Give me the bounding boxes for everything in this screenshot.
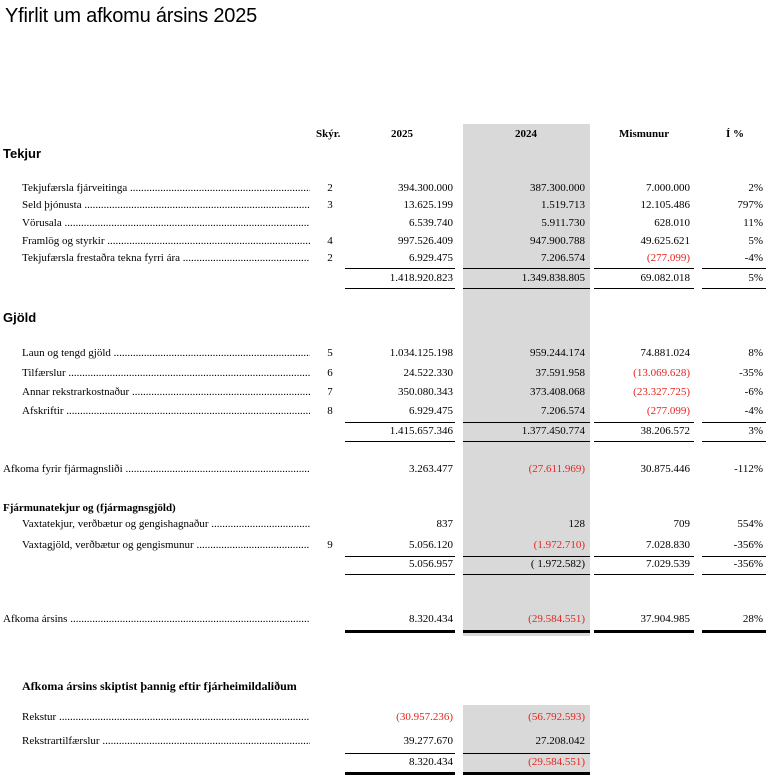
- total-rule: [594, 422, 694, 423]
- value-2024: 5.911.730: [541, 217, 585, 229]
- value-2024: (56.792.593): [528, 711, 585, 723]
- table-row: [0, 518, 772, 534]
- row-label: Laun og tengd gjöld .....: [22, 347, 310, 359]
- header-2024: 2024: [515, 128, 537, 140]
- total-difference: 7.029.539: [646, 558, 690, 570]
- table-row: [0, 386, 772, 402]
- total-rule: [702, 441, 766, 442]
- value-2024: 373.408.068: [530, 386, 585, 398]
- total-2024: ( 1.972.582): [530, 558, 585, 570]
- value-difference: 49.625.621: [640, 235, 690, 247]
- total-rule: [463, 268, 590, 269]
- total-rule: [594, 556, 694, 557]
- total-row: [0, 558, 772, 574]
- value-2025: 394.300.000: [398, 182, 453, 194]
- value-2024: 7.206.574: [541, 405, 585, 417]
- total-rule: [345, 753, 455, 754]
- grand-total-rule: [345, 772, 455, 775]
- value-difference: 7.000.000: [646, 182, 690, 194]
- total-rule: [702, 288, 766, 289]
- row-label: Afkoma fyrir fjármagnsliði .....: [3, 463, 310, 475]
- total-2025: 5.056.957: [409, 558, 453, 570]
- total-2025: 8.320.434: [409, 756, 453, 768]
- total-rule: [463, 574, 590, 575]
- value-percent: -4%: [744, 405, 763, 417]
- total-2025: 1.418.920.823: [389, 272, 453, 284]
- total-row: [0, 425, 772, 441]
- row-label: Vaxtagjöld, verðbætur og gengismunur .....: [22, 539, 310, 551]
- row-label: Afkoma ársins .....: [3, 613, 310, 625]
- value-percent: 11%: [743, 217, 763, 229]
- row-label: Rekstur .....: [22, 711, 310, 723]
- table-row: [0, 367, 772, 383]
- row-note: 3: [327, 199, 333, 211]
- finance-heading: Fjármunatekjur og (fjármagnsgjöld): [3, 502, 176, 514]
- value-percent: 2%: [748, 182, 763, 194]
- value-2024: (27.611.969): [528, 463, 585, 475]
- total-rule: [702, 268, 766, 269]
- value-2025: 6.539.740: [409, 217, 453, 229]
- table-row: [0, 252, 772, 268]
- value-difference: 709: [673, 518, 690, 530]
- total-rule: [345, 268, 455, 269]
- value-2025: 8.320.434: [409, 613, 453, 625]
- row-label: Afskriftir .....: [22, 405, 310, 417]
- total-rule: [702, 556, 766, 557]
- row-label: Tekjufærsla fjárveitinga .....: [22, 182, 310, 194]
- income-heading: Tekjur: [3, 146, 42, 161]
- value-2024: 27.208.042: [535, 735, 585, 747]
- value-difference: (277.099): [646, 252, 690, 264]
- value-2024: 387.300.000: [530, 182, 585, 194]
- total-row: [0, 756, 772, 772]
- total-rule: [345, 288, 455, 289]
- value-2024: 1.519.713: [541, 199, 585, 211]
- value-2025: 997.526.409: [398, 235, 453, 247]
- total-rule: [463, 288, 590, 289]
- grand-total-rule: [594, 630, 694, 633]
- row-note: 5: [327, 347, 333, 359]
- value-difference: 12.105.486: [640, 199, 690, 211]
- total-percent: 3%: [748, 425, 763, 437]
- table-row: [0, 735, 772, 751]
- value-percent: 8%: [748, 347, 763, 359]
- value-2025: 6.929.475: [409, 405, 453, 417]
- total-2024: 1.349.838.805: [521, 272, 585, 284]
- row-note: 2: [327, 252, 333, 264]
- value-2025: 837: [436, 518, 453, 530]
- value-percent: 797%: [737, 199, 763, 211]
- grand-total-rule: [345, 630, 455, 633]
- row-label: Tekjufærsla frestaðra tekna fyrri ára .....: [22, 252, 310, 264]
- value-difference: (23.327.725): [633, 386, 690, 398]
- total-difference: 69.082.018: [640, 272, 690, 284]
- row-label: Vörusala .....: [22, 217, 310, 229]
- total-rule: [594, 268, 694, 269]
- value-difference: 7.028.830: [646, 539, 690, 551]
- value-percent: -35%: [739, 367, 763, 379]
- total-rule: [345, 574, 455, 575]
- value-difference: 30.875.446: [640, 463, 690, 475]
- table-row: [0, 217, 772, 233]
- total-rule: [345, 556, 455, 557]
- total-rule: [594, 288, 694, 289]
- row-label: Seld þjónusta .....: [22, 199, 310, 211]
- row-note: 6: [327, 367, 333, 379]
- value-2025: 5.056.120: [409, 539, 453, 551]
- value-percent: -356%: [733, 539, 763, 551]
- total-percent: -356%: [733, 558, 763, 570]
- table-row: [0, 539, 772, 555]
- header-2025: 2025: [391, 128, 413, 140]
- value-difference: 74.881.024: [640, 347, 690, 359]
- grand-total-rule: [702, 630, 766, 633]
- value-percent: -6%: [744, 386, 763, 398]
- total-rule: [345, 441, 455, 442]
- value-2025: 350.080.343: [398, 386, 453, 398]
- row-note: 4: [327, 235, 333, 247]
- value-percent: 554%: [737, 518, 763, 530]
- value-difference: (277.099): [646, 405, 690, 417]
- row-label: Annar rekstrarkostnaður .....: [22, 386, 310, 398]
- total-rule: [594, 574, 694, 575]
- row-label: Tilfærslur .....: [22, 367, 310, 379]
- header-percent: Í %: [726, 128, 745, 140]
- row-note: 9: [327, 539, 333, 551]
- row-label: Vaxtatekjur, verðbætur og gengishagnaður .....: [22, 518, 310, 530]
- split-heading: Afkoma ársins skiptist þannig eftir fjárheimildaliðum: [22, 679, 297, 693]
- total-rule: [463, 441, 590, 442]
- value-2024: 7.206.574: [541, 252, 585, 264]
- total-rule: [594, 441, 694, 442]
- row-note: 2: [327, 182, 333, 194]
- value-2025: 39.277.670: [403, 735, 453, 747]
- total-row: [0, 272, 772, 288]
- grand-total-rule: [463, 630, 590, 633]
- value-percent: 28%: [742, 613, 763, 625]
- value-2025: 6.929.475: [409, 252, 453, 264]
- header-note: Skýr.: [316, 128, 341, 140]
- value-2025: 13.625.199: [403, 199, 453, 211]
- total-rule: [702, 422, 766, 423]
- total-2024: 1.377.450.774: [521, 425, 585, 437]
- value-2024: 947.900.788: [530, 235, 585, 247]
- year-result-row: [0, 613, 772, 629]
- total-rule: [463, 556, 590, 557]
- value-2025: 3.263.477: [409, 463, 453, 475]
- table-row: [0, 235, 772, 251]
- total-rule: [702, 574, 766, 575]
- total-percent: 5%: [748, 272, 763, 284]
- grand-total-rule: [463, 772, 590, 775]
- row-note: 8: [327, 405, 333, 417]
- total-2024: (29.584.551): [528, 756, 585, 768]
- value-2024: 128: [568, 518, 585, 530]
- result-before-finance-row: [0, 463, 772, 479]
- row-label: Rekstrartilfærslur .....: [22, 735, 310, 747]
- table-row: [0, 182, 772, 198]
- value-percent: 5%: [748, 235, 763, 247]
- value-2024: (1.972.710): [533, 539, 585, 551]
- total-2025: 1.415.657.346: [389, 425, 453, 437]
- value-2024: (29.584.551): [528, 613, 585, 625]
- page-title: Yfirlit um afkomu ársins 2025: [5, 5, 258, 27]
- expenses-heading: Gjöld: [3, 310, 37, 325]
- value-difference: 628.010: [654, 217, 690, 229]
- row-label: Framlög og styrkir .....: [22, 235, 310, 247]
- table-row: [0, 199, 772, 215]
- value-2025: 1.034.125.198: [389, 347, 453, 359]
- table-row: [0, 347, 772, 363]
- table-row: [0, 711, 772, 727]
- value-percent: -112%: [734, 463, 763, 475]
- total-rule: [463, 422, 590, 423]
- value-percent: -4%: [744, 252, 763, 264]
- value-2024: 959.244.174: [530, 347, 585, 359]
- value-2024: 37.591.958: [535, 367, 585, 379]
- header-difference: Mismunur: [619, 128, 670, 140]
- total-rule: [345, 422, 455, 423]
- value-2025: (30.957.236): [396, 711, 453, 723]
- value-difference: 37.904.985: [640, 613, 690, 625]
- row-note: 7: [327, 386, 333, 398]
- value-2025: 24.522.330: [403, 367, 453, 379]
- table-row: [0, 405, 772, 421]
- total-difference: 38.206.572: [640, 425, 690, 437]
- total-rule: [463, 753, 590, 754]
- value-difference: (13.069.628): [633, 367, 690, 379]
